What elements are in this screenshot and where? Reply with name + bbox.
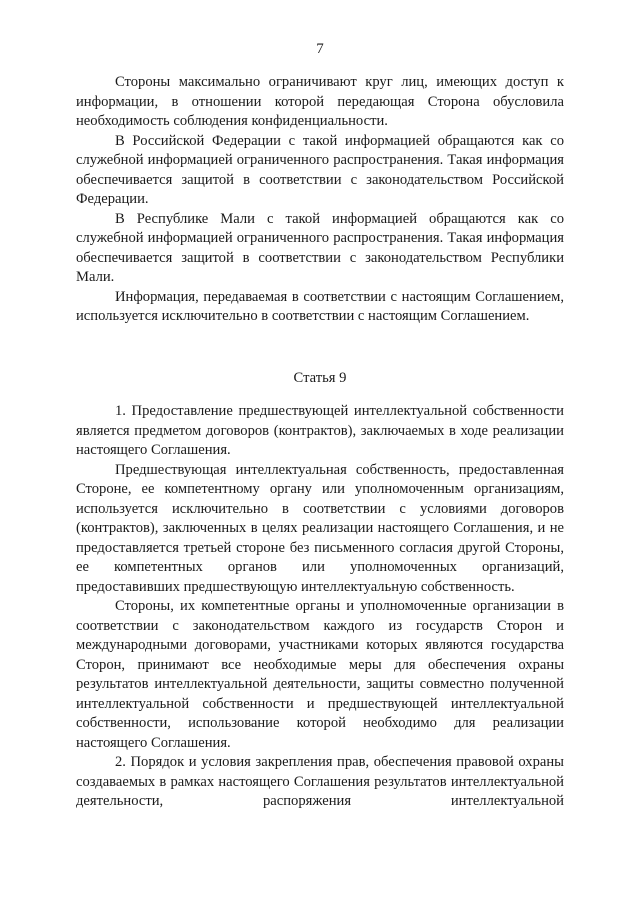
paragraph-mali-handling: В Республике Мали с такой информацией обращаются как со служебной информацией ограниченного распространения. Такая информация обеспечивается защитой в соответствии с законодательством Республики Мали.	[76, 210, 564, 285]
paragraph-ip-protection-measures: Стороны, их компетентные органы и уполномоченные организации в соответствии с законодательством каждого из государств Сторон и международными договорами, участниками которых являются государства Сторон, принимают все необходимые меры для обеспечения охраны результатов интеллектуальной деятельности, защиты совместно полученной интеллектуальной собственности и предшествующей интеллектуальной собственности, использование которой необходимо для реализации настоящего Соглашения.	[76, 598, 564, 751]
paragraph-information-use: Информация, передаваемая в соответствии с настоящим Соглашением, используется исключительно в соответствии с настоящим Соглашением.	[76, 288, 564, 324]
text-block-article-9	[76, 402, 564, 812]
paragraph-rights-procedure: 2. Порядок и условия закрепления прав, обеспечения правовой охраны создаваемых в рамках настоящего Соглашения результатов интеллектуальной деятельности, распоряжения интеллектуальной	[76, 754, 564, 809]
text-block-confidentiality	[76, 73, 564, 327]
article-heading: Статья 9	[293, 370, 347, 386]
paragraph-russia-handling: В Российской Федерации с такой информацией обращаются как со служебной информацией ограниченного распространения. Такая информация обеспечивается защитой в соответствии с законодательством Российской Федерации.	[76, 132, 564, 207]
paragraph-prior-ip-provision: 1. Предоставление предшествующей интеллектуальной собственности является предметом договоров (контрактов), заключаемых в ходе реализации настоящего Соглашения.	[76, 403, 564, 458]
page-number: 7	[316, 41, 324, 57]
paragraph-limit-access: Стороны максимально ограничивают круг лиц, имеющих доступ к информации, в отношении которой передающая Сторона обусловила необходимость соблюдения конфиденциальности.	[76, 74, 564, 129]
paragraph-prior-ip-use: Предшествующая интеллектуальная собственность, предоставленная Стороне, ее компетентному органу или уполномоченным организациям, используется исключительно в соответствии с условиями договоров (контрактов), заключенных в целях реализации настоящего Соглашения, и не предоставляется третьей стороне без письменного согласия другой Стороны, ее компетентных органов или уполномоченных организаций, предоставивших предшествующую интеллектуальную собственность.	[76, 461, 564, 595]
